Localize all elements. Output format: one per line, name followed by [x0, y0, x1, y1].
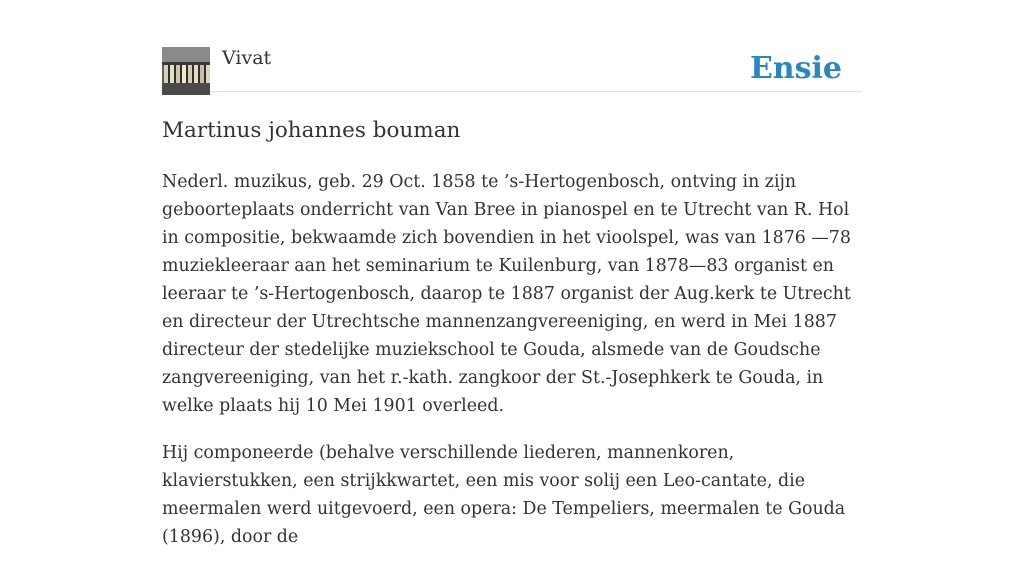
brand-logo[interactable]: Ensie [749, 51, 842, 86]
article-body [162, 168, 862, 570]
article-paragraph: Nederl. muzikus, geb. 29 Oct. 1858 te ’s-Hertogenbosch, ontving in zijn geboorteplaats onderricht van Van Bree in pianospel en te Utrecht van R. Hol in compositie, bekwaamde zich bovendien in het vioolspel, was van 1876 —78 muziekleeraar aan het seminarium te Kuilenburg, van 1878—83 organist en leeraar te ’s-Hertogenbosch, daarop te 1887 organist der Aug.kerk te Utrecht en directeur der Utrechtsche mannenzangvereeniging, en werd in Mei 1887 directeur der stedelijke muziekschool te Gouda, alsmede van de Goudsche zangvereeniging, van het r.-kath. zangkoor der St.-Josephkerk te Gouda, in welke plaats hij 10 Mei 1901 overleed. [162, 172, 851, 416]
page-title: Martinus johannes bouman [162, 118, 461, 143]
source-name[interactable]: Vivat [222, 47, 272, 69]
source-avatar[interactable] [162, 47, 210, 95]
header [162, 47, 862, 92]
article-paragraph: Hij componeerde (behalve verschillende liederen, mannenkoren, klavierstukken, een strijkkwartet, een mis voor solij een Leo-cantate, die meermalen werd uitgevoerd, een opera: De Tempeliers, meermalen te Gouda (1896), door de [162, 443, 846, 547]
bookshelf-avatar-icon [162, 47, 210, 95]
